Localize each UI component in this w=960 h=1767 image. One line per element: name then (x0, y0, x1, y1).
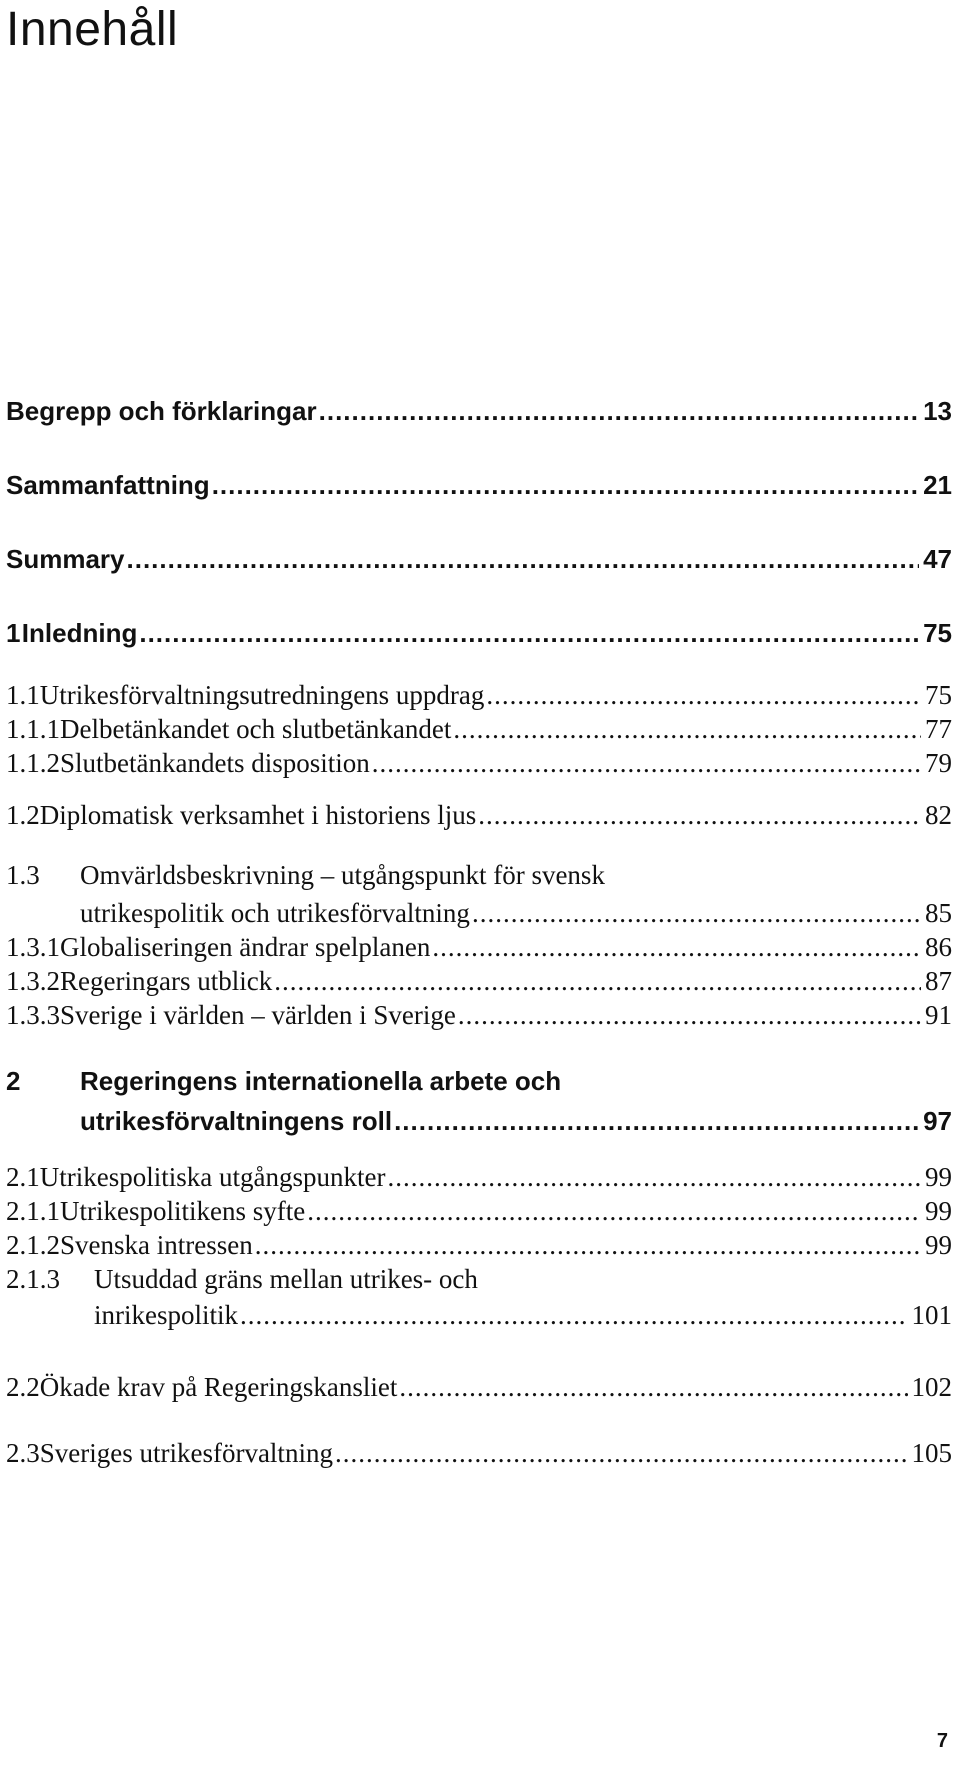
toc-entry-title: Globaliseringen ändrar spelplanen (60, 932, 431, 962)
toc-entry-page: 87 (925, 966, 952, 996)
toc-entry-first-line[interactable] (6, 1264, 478, 1295)
toc-entry-first-line[interactable] (6, 1066, 561, 1097)
toc-entry[interactable] (6, 1438, 952, 1469)
toc-entry-number: 1.3.1 (6, 932, 60, 962)
toc-entry[interactable] (6, 748, 952, 779)
toc-leader-dots (212, 470, 919, 501)
toc-entry-page: 86 (925, 932, 952, 962)
toc-entry-number: 1.1 (6, 680, 40, 710)
toc-entry-title: Svenska intressen (60, 1230, 253, 1260)
toc-entry[interactable] (6, 396, 952, 427)
toc-entry[interactable] (6, 1230, 952, 1261)
toc-entry-page: 99 (925, 1230, 952, 1260)
toc-entry-title: Sammanfattning (6, 470, 210, 500)
toc-leader-dots (240, 1300, 908, 1331)
toc-entry[interactable] (94, 1300, 952, 1331)
toc-entry-number: 2.2 (6, 1372, 40, 1402)
toc-entry-title-line1: Utsuddad gräns mellan utrikes- och (94, 1264, 478, 1294)
toc-entry-title: Delbetänkandet och slutbetänkandet (60, 714, 452, 744)
toc-entry-title: utrikespolitik och utrikesförvaltning (80, 898, 470, 928)
toc-entry[interactable] (6, 1196, 952, 1227)
toc-entry-title: Sveriges utrikesförvaltning (39, 1438, 333, 1468)
page-number: 7 (936, 1730, 948, 1752)
toc-entry[interactable] (6, 800, 952, 831)
toc-entry-page: 85 (925, 898, 952, 928)
toc-leader-dots (394, 1106, 919, 1137)
toc-entry-title-line1: Regeringens internationella arbete och (80, 1066, 562, 1096)
toc-leader-dots (486, 680, 921, 711)
toc-entry-page: 91 (925, 1000, 952, 1030)
toc-leader-dots (387, 1162, 921, 1193)
toc-entry-page: 77 (925, 714, 952, 744)
toc-entry-number: 2 (6, 1066, 21, 1096)
toc-leader-dots (319, 396, 919, 427)
toc-entry-title: Slutbetänkandets disposition (60, 748, 370, 778)
toc-entry-page: 99 (925, 1162, 952, 1192)
toc-entry-title: Diplomatisk verksamhet i historiens ljus (39, 800, 477, 830)
toc-entry[interactable] (6, 1372, 952, 1403)
toc-leader-dots (472, 898, 921, 929)
toc-entry-number: 1 (6, 618, 21, 648)
toc-entry-number: 2.3 (6, 1438, 40, 1468)
toc-entry-title-line1: Omvärldsbeskrivning – utgångspunkt för svensk (80, 860, 605, 890)
toc-entry-number: 1.1.1 (6, 714, 60, 744)
toc-entry-title: Utrikesförvaltningsutredningens uppdrag (39, 680, 485, 710)
toc-entry-first-line[interactable] (6, 860, 605, 891)
toc-entry[interactable] (6, 1162, 952, 1193)
toc-entry-title: Regeringars utblick (60, 966, 273, 996)
toc-entry[interactable] (6, 932, 952, 963)
toc-entry-page: 75 (925, 680, 952, 710)
toc-leader-dots (458, 1000, 921, 1031)
toc-entry-title: Utrikespolitikens syfte (60, 1196, 306, 1226)
toc-entry-number: 1.1.2 (6, 748, 60, 778)
toc-leader-dots (274, 966, 921, 997)
toc-entry-page: 99 (925, 1196, 952, 1226)
toc-entry-page: 101 (911, 1300, 952, 1330)
toc-entry-page: 13 (923, 396, 952, 426)
toc-leader-dots (399, 1372, 907, 1403)
toc-entry[interactable] (6, 1000, 952, 1031)
toc-entry[interactable] (6, 966, 952, 997)
toc-entry-number: 1.2 (6, 800, 40, 830)
toc-entry-title: Utrikespolitiska utgångspunkter (39, 1162, 386, 1192)
toc-leader-dots (432, 932, 921, 963)
toc-entry-number: 2.1.2 (6, 1230, 60, 1260)
toc-entry-title: utrikesförvaltningens roll (80, 1106, 393, 1136)
toc-entry-title: Begrepp och förklaringar (6, 396, 317, 426)
toc-entry-number: 1.3 (6, 860, 40, 890)
toc-entry[interactable] (6, 680, 952, 711)
toc-entry-title: Summary (6, 544, 125, 574)
toc-entry-title: Ökade krav på Regeringskansliet (39, 1372, 398, 1402)
toc-entry-number: 2.1.1 (6, 1196, 60, 1226)
toc-entry[interactable] (6, 544, 952, 575)
toc-entry-number: 2.1 (6, 1162, 40, 1192)
toc-entry-page: 47 (923, 544, 952, 574)
page-title: Innehåll (6, 3, 179, 56)
toc-entry[interactable] (6, 470, 952, 501)
toc-leader-dots (139, 618, 919, 649)
toc-leader-dots (372, 748, 921, 779)
toc-leader-dots (127, 544, 920, 575)
toc-entry-title: inrikespolitik (94, 1300, 238, 1330)
toc-entry-title: Sverige i världen – världen i Sverige (60, 1000, 456, 1030)
toc-entry-page: 75 (923, 618, 952, 648)
toc-entry-page: 82 (925, 800, 952, 830)
toc-entry[interactable] (6, 618, 952, 649)
toc-leader-dots (307, 1196, 921, 1227)
toc-leader-dots (478, 800, 921, 831)
toc-leader-dots (453, 714, 921, 745)
toc-entry-number: 1.3.2 (6, 966, 60, 996)
toc-entry-page: 97 (923, 1106, 952, 1136)
toc-leader-dots (335, 1438, 908, 1469)
toc-entry[interactable] (80, 898, 952, 929)
toc-entry-number: 2.1.3 (6, 1264, 60, 1294)
toc-entry-page: 79 (925, 748, 952, 778)
toc-entry-page: 102 (911, 1372, 952, 1402)
toc-entry-number: 1.3.3 (6, 1000, 60, 1030)
toc-entry-page: 21 (923, 470, 952, 500)
toc-entry[interactable] (6, 714, 952, 745)
toc-entry[interactable] (80, 1106, 952, 1137)
toc-leader-dots (255, 1230, 921, 1261)
toc-entry-title: Inledning (21, 618, 138, 648)
toc-entry-page: 105 (911, 1438, 952, 1468)
